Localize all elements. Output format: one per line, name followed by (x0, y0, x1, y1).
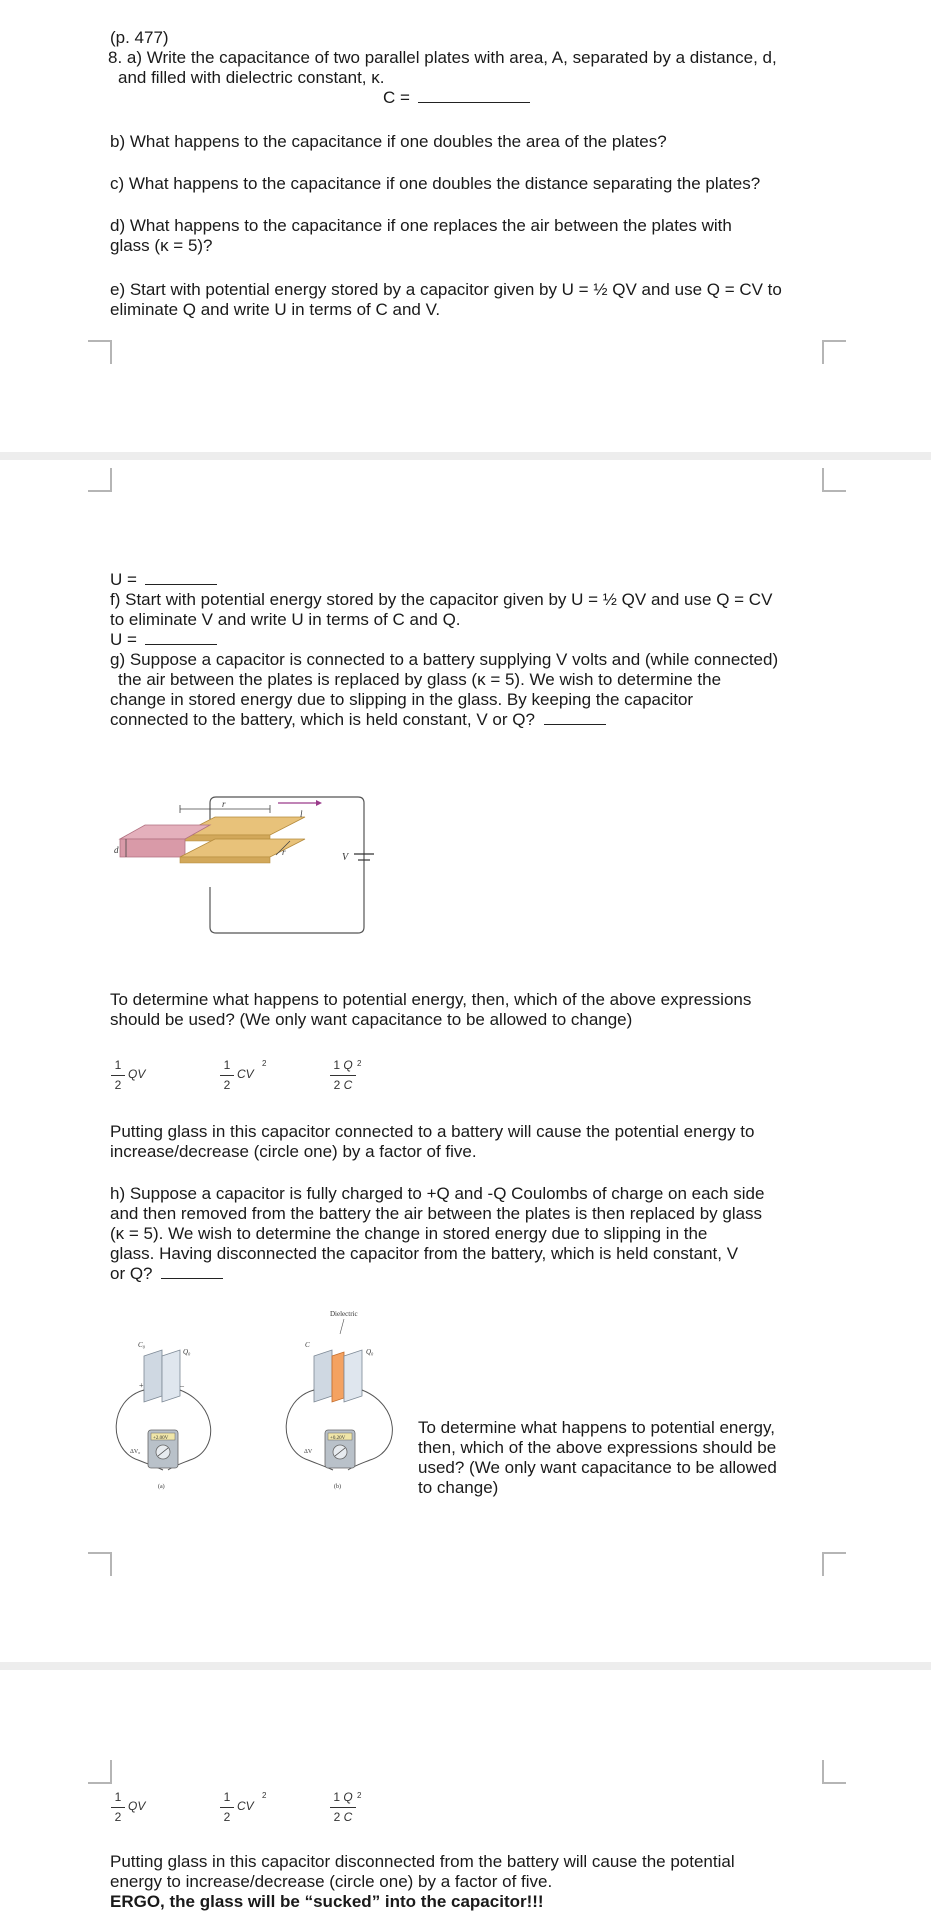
formula-half-cv2-option-1[interactable] (220, 1058, 290, 1098)
formula-exponent: 2 (262, 1791, 267, 1800)
formula-numerator: 1 (223, 1790, 231, 1804)
crop-mark-top-left (88, 340, 112, 364)
question-8c: c) What happens to the capacitance if one doubles the distance separating the plates? (110, 174, 761, 193)
caption-a: (a) (158, 1484, 165, 1490)
capacitance-answer-label: C = (383, 88, 410, 107)
ergo-statement: ERGO, the glass will be “sucked” into the capacitor!!! (110, 1892, 544, 1911)
formula-half-qv-option-1[interactable] (111, 1058, 171, 1098)
battery-v-label: V (342, 852, 349, 863)
u-answer-line-2 (110, 630, 217, 650)
question-8g-line-4 (110, 710, 606, 730)
glass-g-line-2[interactable]: increase/decrease (circle one) by a factor of five. (110, 1142, 477, 1161)
fraction-bar (220, 1807, 234, 1808)
svg-text:+: + (139, 1381, 144, 1390)
c-label: C (305, 1341, 310, 1349)
worksheet-page-1 (0, 0, 931, 452)
capacitor-battery-diagram (110, 795, 380, 945)
capacitance-answer-blank[interactable] (418, 88, 530, 103)
dimension-r-label-1: r (222, 799, 226, 809)
crop-mark-bottom-right-3 (822, 1760, 846, 1784)
formula-exponent: 2 (262, 1059, 267, 1068)
fraction-bar (330, 1075, 356, 1076)
crop-mark-top-right (822, 340, 846, 364)
svg-text:–: – (180, 1381, 184, 1390)
formula-expression: CV (237, 1067, 254, 1081)
formula-denominator: 2 (114, 1078, 122, 1092)
page-gap-2 (0, 1662, 931, 1670)
caption-b: (b) (334, 1484, 341, 1490)
fraction-bar (111, 1075, 125, 1076)
determine-h-line-4: to change) (418, 1478, 499, 1497)
formula-numerator: 1 (223, 1058, 231, 1072)
q0-label-a: Q₀ (183, 1348, 191, 1356)
question-8h-line-2: and then removed from the battery the air between the plates is then replaced by glass (110, 1204, 763, 1223)
formula-expression: QV (128, 1799, 146, 1813)
determine-h-line-3: used? (We only want capacitance to be allowed (418, 1458, 777, 1477)
c0-label: C₀ (138, 1341, 146, 1349)
formula-half-cv2-option-2[interactable] (220, 1790, 290, 1830)
glass-g-line-1: Putting glass in this capacitor connected to a battery will cause the potential energy to (110, 1122, 755, 1141)
formula-expression: CV (237, 1799, 254, 1813)
question-8f-line-2: to eliminate V and write U in terms of C and Q. (110, 610, 461, 629)
v-or-q-blank-g[interactable] (544, 710, 606, 725)
fraction-bar (220, 1075, 234, 1076)
u-answer-blank-2[interactable] (145, 630, 217, 645)
plate-a-left (144, 1350, 162, 1402)
formula-numerator: 1 Q (333, 1058, 353, 1072)
formula-half-qv-option-2[interactable] (111, 1790, 171, 1830)
determine-h-line-2: then, which of the above expressions should be (418, 1438, 777, 1457)
question-8h-line-3: (κ = 5). We wish to determine the change in stored energy due to slipping in the (110, 1224, 708, 1243)
slab-d-label: d (114, 845, 119, 855)
voltmeter-a-reading: +2.00V (153, 1436, 169, 1441)
question-8h-line-1: h) Suppose a capacitor is fully charged to +Q and -Q Coulombs of charge on each side (110, 1184, 765, 1203)
isolated-capacitor-voltmeter-diagram (108, 1310, 408, 1495)
formula-denominator: 2 C (333, 1810, 353, 1824)
formula-exponent: 2 (357, 1059, 362, 1068)
question-8b: b) What happens to the capacitance if one doubles the area of the plates? (110, 132, 667, 151)
crop-mark-bottom-right (822, 468, 846, 492)
formula-half-q2-over-c-option-2[interactable] (330, 1790, 380, 1830)
plate-b-right (344, 1350, 362, 1402)
determine-g-line-2: should be used? (We only want capacitance to be allowed to change) (110, 1010, 633, 1029)
crop-mark-top-right-2 (822, 1552, 846, 1576)
page-reference: (p. 477) (110, 28, 169, 47)
determine-h-line-1: To determine what happens to potential energy, (418, 1418, 775, 1437)
v-or-q-blank-h[interactable] (161, 1264, 223, 1279)
question-8f-line-1: f) Start with potential energy stored by the capacitor given by U = ½ QV and use Q = CV (110, 590, 773, 609)
question-8d-line-2: glass (κ = 5)? (110, 236, 213, 255)
delta-v0-label: ΔV₀ (130, 1449, 141, 1455)
voltmeter-b-reading: +0.20V (330, 1436, 346, 1441)
dielectric-label: Dielectric (330, 1310, 358, 1318)
question-8g-line-3: change in stored energy due to slipping in the glass. By keeping the capacitor (110, 690, 694, 709)
u-answer-label-2: U = (110, 630, 137, 649)
formula-numerator: 1 (114, 1790, 122, 1804)
glass-h-line-2[interactable]: energy to increase/decrease (circle one) by a factor of five. (110, 1872, 553, 1891)
formula-denominator: 2 (223, 1078, 231, 1092)
slide-distance-label: l (300, 809, 303, 819)
crop-mark-bottom-left (88, 468, 112, 492)
formula-half-q2-over-c-option-1[interactable] (330, 1058, 380, 1098)
determine-g-line-1: To determine what happens to potential energy, then, which of the above expressions (110, 990, 752, 1009)
question-8g-line-4-text: connected to the battery, which is held constant, V or Q? (110, 710, 535, 729)
question-8a-line-2: and filled with dielectric constant, κ. (118, 68, 385, 87)
question-8e-line-2: eliminate Q and write U in terms of C and V. (110, 300, 441, 319)
question-8g-line-2: the air between the plates is replaced by glass (κ = 5). We wish to determine the (118, 670, 722, 689)
u-answer-line-1 (110, 570, 217, 590)
question-8a-line-1: 8. a) Write the capacitance of two parallel plates with area, A, separated by a distance, d, (108, 48, 777, 67)
formula-numerator: 1 (114, 1058, 122, 1072)
glass-h-line-1: Putting glass in this capacitor disconnected from the battery will cause the potential (110, 1852, 735, 1871)
slide-arrow-head (316, 800, 322, 806)
plate-b-left (314, 1350, 332, 1402)
question-8h-line-4: glass. Having disconnected the capacitor from the battery, which is held constant, V (110, 1244, 739, 1263)
worksheet-page-2 (0, 460, 931, 1662)
bottom-plate (180, 839, 305, 857)
crop-mark-top-left-2 (88, 1552, 112, 1576)
fraction-bar (111, 1807, 125, 1808)
bottom-plate-edge (180, 857, 270, 863)
page-gap-1 (0, 452, 931, 460)
formula-denominator: 2 (114, 1810, 122, 1824)
fraction-bar (330, 1807, 356, 1808)
u-answer-blank-1[interactable] (145, 570, 217, 585)
crop-mark-bottom-left-3 (88, 1760, 112, 1784)
question-8e-line-1: e) Start with potential energy stored by a capacitor given by U = ½ QV and use Q = CV to (110, 280, 782, 299)
dielectric-slab-front (120, 839, 185, 857)
formula-expression: QV (128, 1067, 146, 1081)
dimension-r-label-2: r (282, 847, 286, 857)
question-8g-line-1: g) Suppose a capacitor is connected to a battery supplying V volts and (while connected) (110, 650, 779, 669)
u-answer-label-1: U = (110, 570, 137, 589)
formula-numerator: 1 Q (333, 1790, 353, 1804)
plate-a-right (162, 1350, 180, 1402)
question-8h-line-5 (110, 1264, 223, 1284)
formula-denominator: 2 C (333, 1078, 353, 1092)
question-8h-line-5-text: or Q? (110, 1264, 153, 1283)
delta-v-label: ΔV (304, 1449, 313, 1455)
capacitance-answer-line (383, 88, 530, 108)
worksheet-page-3 (0, 1670, 931, 1920)
q0-label-b: Q₀ (366, 1348, 374, 1356)
formula-exponent: 2 (357, 1791, 362, 1800)
dielectric-slab-b (332, 1352, 344, 1402)
question-8d-line-1: d) What happens to the capacitance if one replaces the air between the plates with (110, 216, 732, 235)
formula-denominator: 2 (223, 1810, 231, 1824)
